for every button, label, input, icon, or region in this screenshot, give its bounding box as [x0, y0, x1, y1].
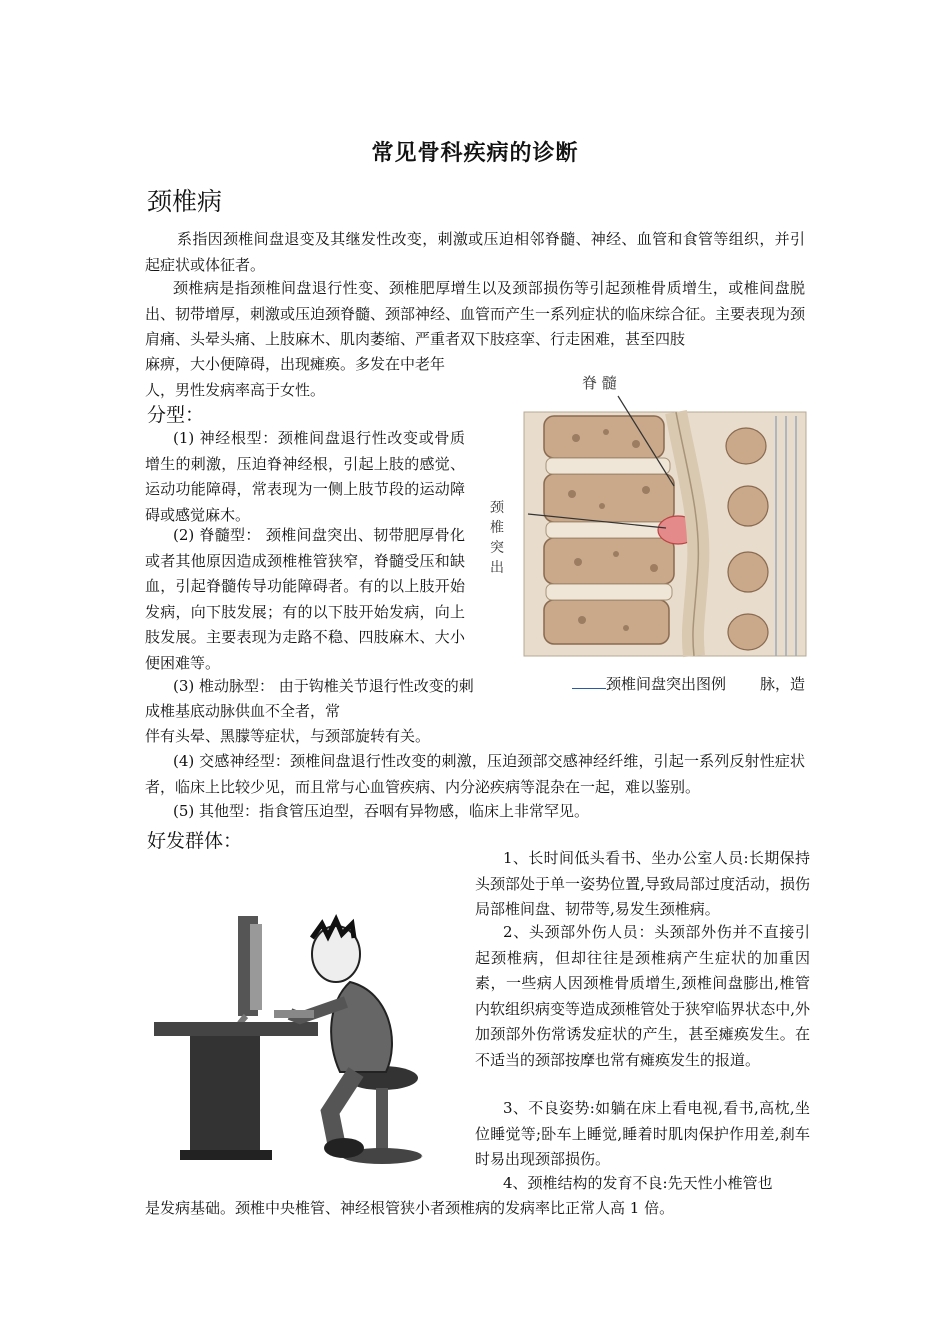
type-vertebral-artery-line1: (3) 椎动脉型： 由于钩椎关节退行性改变的刺	[173, 677, 474, 695]
section-heading-cervical: 颈椎病	[147, 187, 223, 216]
intro-paragraph-2: 颈椎病是指颈椎间盘退行性变、颈椎肥厚增生以及颈部损伤等引起颈椎骨质增生，或椎间盘脱出、韧带增厚，刺激或压迫颈脊髓、颈部神经、血管而产生一系列症状的临床综合征。主要表现为颈肩痛、头晕头痛、上肢麻木、肌肉萎缩、严重者双下肢痉挛、行走困难，甚至四肢	[145, 279, 806, 348]
type-nerve-root: (1) 神经根型：颈椎间盘退行性改变或骨质增生的刺激，压迫脊神经根，引起上肢的感觉、运动功能障碍，常表现为一侧上肢节段的运动障碍或感觉麻木。	[145, 429, 465, 524]
herniation-label-2: 椎	[490, 520, 504, 536]
group-dev-line1: 4、颈椎结构的发育不良:先天性小椎管也	[503, 1174, 773, 1192]
computer-user-illustration	[150, 902, 468, 1170]
group-bad-posture: 3、不良姿势:如躺在床上看电视,看书,高枕,坐位睡觉等;卧车上睡觉,睡着时肌肉保护作用差,刹车时易出现颈部损伤。	[475, 1099, 810, 1168]
herniation-label-4: 出	[490, 560, 504, 576]
artist-signature: ·	[420, 1150, 424, 1163]
group-dev-line2: 是发病基础。颈椎中央椎管、神经根管狭小者颈椎病的发病率比正常人高 1 倍。	[145, 1199, 675, 1217]
type-other: (5) 其他型：指食管压迫型，吞咽有异物感，临床上非常罕见。	[173, 802, 590, 820]
type-spinal-cord: (2) 脊髓型： 颈椎间盘突出、韧带肥厚骨化或者其他原因造成颈椎椎管狭窄，脊髓受压和缺血，引起脊髓传导功能障碍者。有的以上肢开始发病，向下肢发展；有的以下肢开始发病，向上肢发展。主要表现为走路不稳、四肢麻木、大小便困难等。	[145, 526, 465, 672]
group-long-reading: 1、长时间低头看书、坐办公室人员:长期保持头颈部处于单一姿势位置,导致局部过度活动，损伤局部椎间盘、韧带等,易发生颈椎病。	[475, 849, 810, 918]
type-vertebral-artery-line3: 伴有头晕、黑朦等症状，与颈部旋转有关。	[145, 727, 431, 745]
type-vertebral-artery-line2: 成椎基底动脉供血不全者，常	[145, 702, 341, 720]
figure-caption: 颈椎间盘突出图例	[572, 673, 726, 694]
caption-tail-text: 脉，造	[760, 675, 806, 693]
type-sympathetic: (4) 交感神经型：颈椎间盘退行性改变的刺激，压迫颈部交感神经纤维，引起一系列反射性症状者，临床上比较少见，而且常与心血管疾病、内分泌疾病等混杂在一起，难以鉴别。	[145, 752, 805, 796]
group-head-trauma: 2、头颈部外伤人员：头颈部外伤并不直接引起颈椎病，但却往往是颈椎病产生症状的加重因素，一些病人因颈椎骨质增生,颈椎间盘膨出,椎管内软组织病变等造成颈椎管处于狭窄临界状态中,外加颈部外伤常诱发症状的产生，甚至瘫痪发生。在不适当的颈部按摩也常有瘫痪发生的报道。	[475, 923, 810, 1069]
spine-illustration	[486, 366, 810, 658]
herniation-label-3: 突	[490, 540, 504, 556]
herniation-label-1: 颈	[490, 500, 504, 516]
spinal-cord-label: 脊 髓	[582, 374, 617, 392]
groups-heading: 好发群体：	[147, 830, 243, 852]
types-heading: 分型：	[147, 404, 205, 426]
intro-paragraph-1: 系指因颈椎间盘退变及其继发性改变，刺激或压迫相邻脊髓、神经、血管和食管等组织，并引起症状或体征者。	[145, 230, 805, 274]
caption-underline	[572, 674, 606, 689]
intro-line-3: 麻痹，大小便障碍，出现瘫痪。多发在中老年	[145, 355, 446, 373]
intro-line-4: 人，男性发病率高于女性。	[145, 381, 326, 399]
page-title: 常见骨科疾病的诊断	[371, 140, 579, 166]
